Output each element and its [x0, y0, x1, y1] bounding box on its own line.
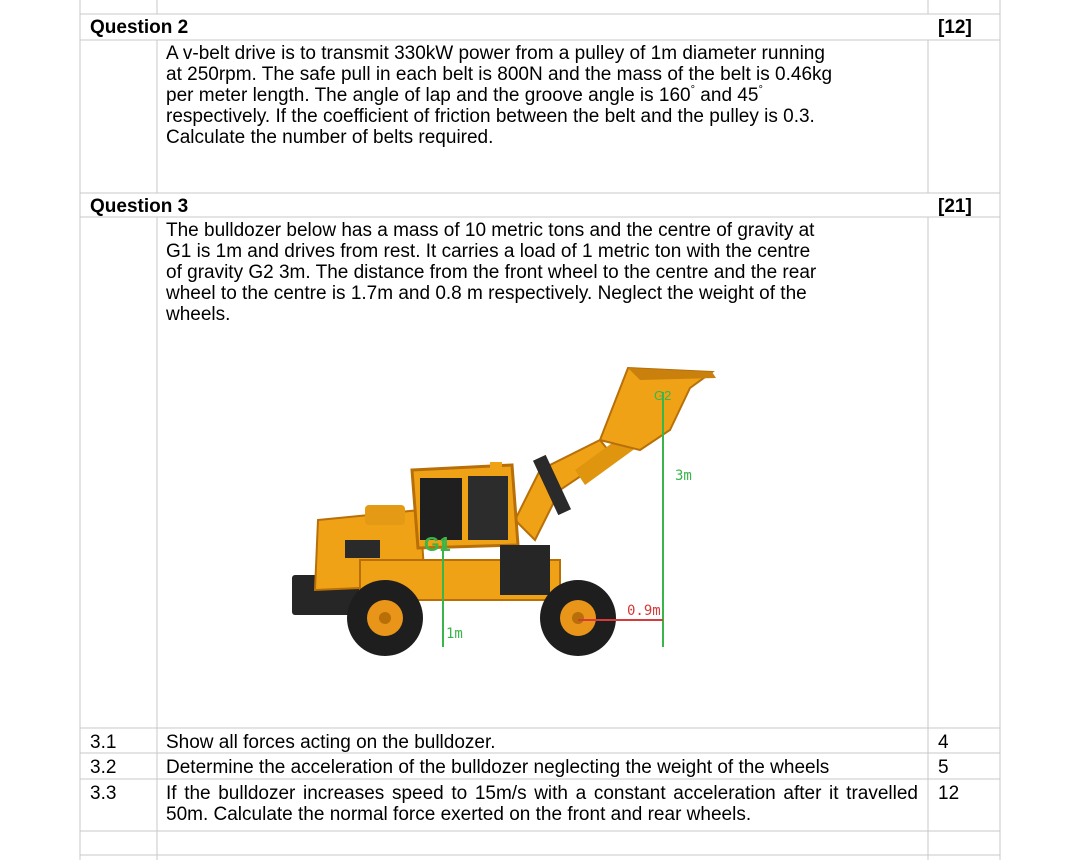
part-number: 3.3: [90, 783, 117, 804]
question-3-heading: Question 3: [90, 196, 189, 217]
front-frame: [500, 545, 550, 595]
part-marks: 12: [938, 783, 960, 804]
question-3-text-line: The bulldozer below has a mass of 10 metric tons and the centre of gravity at: [166, 220, 815, 241]
part-text: If the bulldozer increases speed to 15m/s with a constant acceleration after it travelled 50m. Calculate the normal force exerted on the front and rear wheels.: [166, 783, 918, 825]
base-1m-label: 1m: [446, 626, 463, 642]
question-3-text-line: G1 is 1m and drives from rest. It carries a load of 1 metric ton with the centre: [166, 241, 811, 262]
part-number: 3.1: [90, 732, 117, 753]
question-3-marks: [21]: [938, 196, 972, 217]
loader-arm: [515, 430, 640, 540]
part-text: Determine the acceleration of the bulldozer neglecting the weight of the wheels: [166, 757, 830, 778]
rear-wheel: [347, 580, 423, 656]
question-3-text: [166, 220, 918, 325]
part-marks: 4: [938, 732, 949, 753]
g1-label: G1: [424, 534, 451, 556]
question-2-text-line: A v-belt drive is to transmit 330kW power from a pulley of 1m diameter running: [166, 43, 825, 64]
bucket: [600, 368, 716, 450]
part-marks: 5: [938, 757, 949, 778]
front-wheel: [540, 580, 616, 656]
question-2-text-line: at 250rpm. The safe pull in each belt is 800N and the mass of the belt is 0.46kg: [166, 64, 833, 85]
question-3-text-line: wheels.: [166, 304, 231, 325]
question-2-marks: [12]: [938, 17, 972, 38]
question-2-text-line: respectively. If the coefficient of friction between the belt and the pulley is 0.3.: [166, 106, 815, 127]
question-2-text-line: Calculate the number of belts required.: [166, 127, 494, 148]
g2-label: G2: [654, 388, 672, 403]
part-text: Show all forces acting on the bulldozer.: [166, 732, 496, 753]
offset-0-9m-label: 0.9m: [627, 603, 661, 619]
height-3m-label: 3m: [675, 468, 692, 484]
question-3-text-line: of gravity G2 3m. The distance from the front wheel to the centre and the rear: [166, 262, 817, 283]
question-2-heading: Question 2: [90, 17, 189, 38]
question-2-text-line: per meter length. The angle of lap and the groove angle is 160° and 45°: [166, 84, 763, 106]
part-number: 3.2: [90, 757, 117, 778]
question-2-text: [166, 43, 918, 148]
bulldozer-figure: [200, 345, 740, 675]
question-3-text-line: wheel to the centre is 1.7m and 0.8 m respectively. Neglect the weight of the: [166, 283, 807, 304]
